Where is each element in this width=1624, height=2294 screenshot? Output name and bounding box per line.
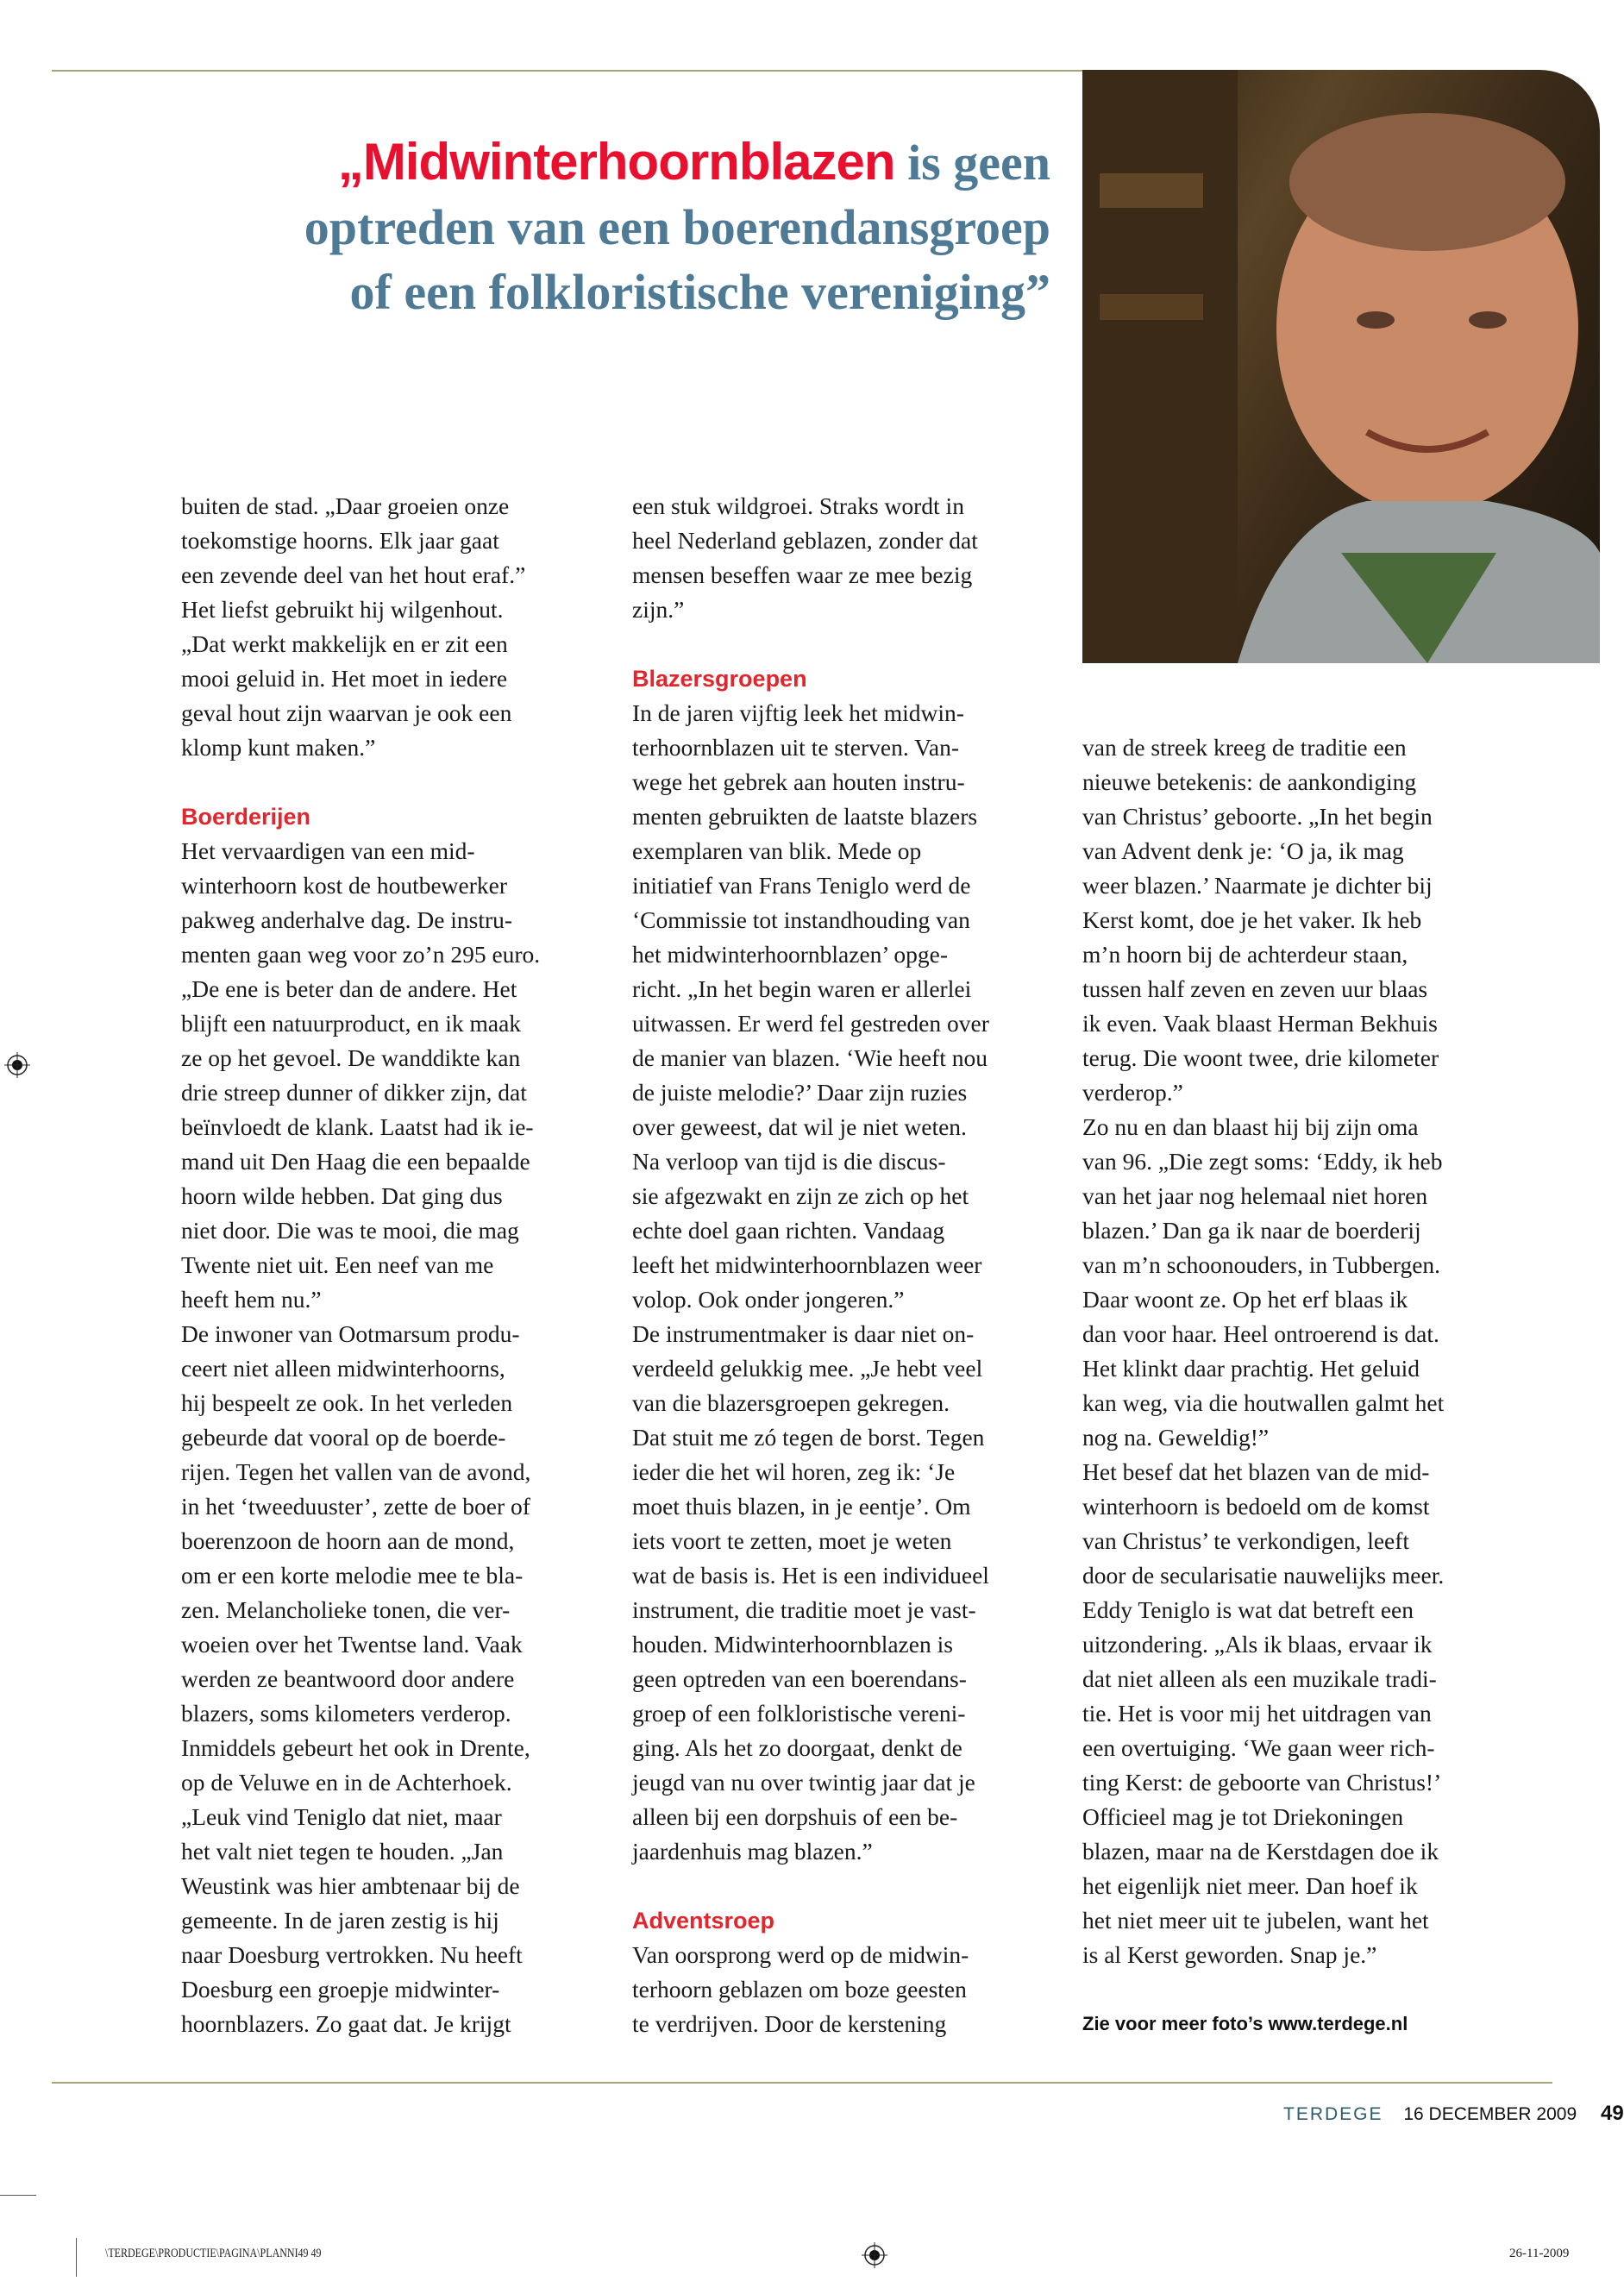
body-text-line: dan voor haar. Heel ontroerend is dat. [1082,1320,1439,1347]
body-text-line: wege het gebrek aan houten instru- [632,768,965,795]
body-text-line: buiten de stad. „Daar groeien onze [181,492,510,519]
body-text-line: initiatief van Frans Teniglo werd de [632,872,971,899]
body-text-line: Weustink was hier ambtenaar bij de [181,1872,520,1899]
body-text-line: tie. Het is voor mij het uitdragen van [1082,1700,1432,1727]
body-text-line: van 96. „Die zegt soms: ‘Eddy, ik heb [1082,1148,1443,1175]
body-text-line: houden. Midwinterhoornblazen is [632,1631,953,1658]
body-text-line: blazers, soms kilometers verderop. [181,1700,511,1727]
body-text-line: nog na. Geweldig!” [1082,1424,1270,1451]
body-text-line: naar Doesburg vertrokken. Nu heeft [181,1941,523,1968]
body-text-line: mensen beseffen waar ze mee bezig [632,561,973,588]
body-text-line: hij bespeelt ze ook. In het verleden [181,1389,513,1416]
paragraph-spacer [632,627,1063,661]
body-text-line: van Christus’ te verkondigen, leeft [1082,1527,1410,1554]
body-text-line: het midwinterhoornblazen’ opge- [632,941,949,968]
body-text-line: Van oorsprong werd op de midwin- [632,1941,969,1968]
registration-mark-icon [4,1052,30,1078]
body-text-line: Officieel mag je tot Driekoningen [1082,1803,1404,1830]
headline-line2: optreden van een boerendansgroep [304,199,1050,255]
body-text-line: volop. Ook onder jongeren.” [632,1286,905,1313]
body-text-line: heeft hem nu.” [181,1286,322,1313]
body-text-line: van het jaar nog helemaal niet horen [1082,1182,1428,1209]
top-rule [52,70,1087,72]
body-text-line: is al Kerst geworden. Snap je.” [1082,1941,1377,1968]
headline-line1: is geen [894,135,1050,191]
body-text-line: niet door. Die was te mooi, die mag [181,1217,519,1244]
body-text-line: verderop.” [1082,1079,1183,1106]
body-text-line: geval hout zijn waarvan je ook een [181,699,512,726]
section-heading: Adventsroep [632,1908,775,1934]
body-text-line: boerenzoon de hoorn aan de mond, [181,1527,515,1554]
body-text-line: m’n hoorn bij de achterdeur staan, [1082,941,1408,968]
body-text-line: op de Veluwe en in de Achterhoek. [181,1769,512,1796]
body-text-line: richt. „In het begin waren er allerlei [632,975,972,1002]
body-text-line: over geweest, dat wil je niet weten. [632,1113,967,1140]
body-text-line: blazen.’ Dan ga ik naar de boerderij [1082,1217,1421,1244]
body-text-line: jeugd van nu over twintig jaar dat je [632,1769,975,1796]
body-text-line: nieuwe betekenis: de aankondiging [1082,768,1417,795]
body-text-line: hoornblazers. Zo gaat dat. Je krijgt [181,2010,511,2037]
paragraph-spacer [181,765,612,799]
body-text-line: van m’n schoonouders, in Tubbergen. [1082,1251,1441,1278]
body-text-line: heel Nederland geblazen, zonder dat [632,527,978,554]
body-text-line: rijen. Tegen het vallen van de avond, [181,1458,531,1485]
body-text-line: moet thuis blazen, in je eentje’. Om [632,1493,971,1520]
body-text-line: terhoorn geblazen om boze geesten [632,1976,967,2003]
body-text-line: „De ene is beter dan de andere. Het [181,975,517,1002]
crop-mark [0,2195,36,2196]
body-text-line: hoorn wilde hebben. Dat ging dus [181,1182,503,1209]
body-text-line: echte doel gaan richten. Vandaag [632,1217,945,1244]
body-text-line: verdeeld gelukkig mee. „Je hebt veel [632,1355,983,1382]
body-text-line: van die blazersgroepen gekregen. [632,1389,950,1416]
body-text-line: geen optreden van een boerendans- [632,1665,967,1692]
article-column-1 [181,489,612,2041]
body-text-line: het eigenlijk niet meer. Dan hoef ik [1082,1872,1418,1899]
body-text-line: winterhoorn kost de houtbewerker [181,872,508,899]
body-text-line: alleen bij een dorpshuis of een be- [632,1803,958,1830]
crop-mark [76,2238,77,2277]
body-text-line: ting Kerst: de geboorte van Christus!’ [1082,1769,1442,1796]
body-text-line: woeien over het Twentse land. Vaak [181,1631,523,1658]
body-text-line: drie streep dunner of dikker zijn, dat [181,1079,527,1106]
body-text-line: ieder die het wil horen, zeg ik: ‘Je [632,1458,956,1485]
body-text-line: Doesburg een groepje midwinter- [181,1976,500,2003]
paragraph-spacer [1082,1972,1514,2007]
body-text-line: sie afgezwakt en zijn ze zich op het [632,1182,969,1209]
body-text-line: mooi geluid in. Het moet in iedere [181,665,508,692]
body-text-line: zijn.” [632,596,685,623]
body-text-line: mand uit Den Haag die een bepaalde [181,1148,530,1175]
body-text-line: menten gebruikten de laatste blazers [632,803,978,830]
portrait-photo [1082,70,1600,663]
bottom-rule [52,2082,1552,2084]
body-text-line: weer blazen.’ Naarmate je dichter bij [1082,872,1433,899]
body-text-line: tussen half zeven en zeven uur blaas [1082,975,1428,1002]
body-text-line: pakweg anderhalve dag. De instru- [181,906,513,933]
body-text-line: Twente niet uit. Een neef van me [181,1251,494,1278]
body-text-line: menten gaan weg voor zo’n 295 euro. [181,941,541,968]
body-text-line: een zevende deel van het hout eraf.” [181,561,526,588]
body-text-line: van Christus’ geboorte. „In het begin [1082,803,1433,830]
body-text-line: ik even. Vaak blaast Herman Bekhuis [1082,1010,1438,1037]
body-text-line: terhoornblazen uit te sterven. Van- [632,734,960,761]
body-text-line: Dat stuit me zó tegen de borst. Tegen [632,1424,985,1451]
body-text-line: de manier van blazen. ‘Wie heeft nou [632,1044,988,1071]
section-heading: Blazersgroepen [632,666,807,692]
magazine-name: TERDEGE [1283,2104,1383,2124]
body-text-line: uitwassen. Er werd fel gestreden over [632,1010,989,1037]
body-text-line: uitzondering. „Als ik blaas, ervaar ik [1082,1631,1433,1658]
headline-red-part: „Midwinterhoornblazen [337,133,895,191]
body-text-line: Zo nu en dan blaast hij bij zijn oma [1082,1113,1419,1140]
body-text-line: zen. Melancholieke tonen, die ver- [181,1596,511,1623]
registration-mark-icon [862,2242,887,2268]
body-text-line: ‘Commissie tot instandhouding van [632,906,970,933]
body-text-line: instrument, die traditie moet je vast- [632,1596,976,1623]
body-text-line: gebeurde dat vooral op de boerde- [181,1424,506,1451]
section-heading: Boerderijen [181,804,311,830]
headline-line3: of een folkloristische vereniging” [349,264,1050,320]
portrait-photo-icon [1082,70,1600,663]
body-text-line: winterhoorn is bedoeld om de komst [1082,1493,1430,1520]
body-text-line: De instrumentmaker is daar niet on- [632,1320,975,1347]
body-text-line: toekomstige hoorns. Elk jaar gaat [181,527,499,554]
body-text-line: in het ‘tweeduuster’, zette de boer of [181,1493,530,1520]
print-slug-path: \TERDEGE\PRODUCTIE\PAGINA\PLANNI49 49 [105,2247,322,2260]
body-text-line: Inmiddels gebeurt het ook in Drente, [181,1734,530,1761]
article-column-2 [632,489,1063,2041]
body-text-line: te verdrijven. Door de kerstening [632,2010,947,2037]
body-text-line: groep of een folkloristische vereni- [632,1700,966,1727]
body-text-line: „Dat werkt makkelijk en er zit een [181,630,508,657]
body-text-line: jaardenhuis mag blazen.” [632,1838,873,1865]
photo-credit-link-text: Zie voor meer foto’s www.terdege.nl [1082,2013,1408,2034]
issue-date: 16 DECEMBER 2009 [1403,2104,1577,2124]
body-text-line: om er een korte melodie mee te bla- [181,1562,524,1589]
body-text-line: beïnvloedt de klank. Laatst had ik ie- [181,1113,534,1140]
page-number: 49 [1600,2102,1624,2125]
body-text-line: terug. Die woont twee, drie kilometer [1082,1044,1439,1071]
body-text-line: blazen, maar na de Kerstdagen doe ik [1082,1838,1439,1865]
body-text-line: een stuk wildgroei. Straks wordt in [632,492,964,519]
body-text-line: kan weg, via die houtwallen galmt het [1082,1389,1445,1416]
body-text-line: wat de basis is. Het is een individueel [632,1562,989,1589]
body-text-line: de juiste melodie?’ Daar zijn ruzies [632,1079,968,1106]
body-text-line: Het vervaardigen van een mid- [181,837,475,864]
body-text-line: een overtuiging. ‘We gaan weer rich- [1082,1734,1435,1761]
body-text-line: ging. Als het zo doorgaat, denkt de [632,1734,962,1761]
print-slug-date: 26-11-2009 [1509,2247,1570,2260]
body-text-line: leeft het midwinterhoornblazen weer [632,1251,982,1278]
body-text-line: Daar woont ze. Op het erf blaas ik [1082,1286,1408,1313]
paragraph-spacer [632,1869,1063,1903]
body-text-line: gemeente. In de jaren zestig is hij [181,1907,499,1934]
article-column-3 [1082,730,1514,2041]
body-text-line: blijft een natuurproduct, en ik maak [181,1010,522,1037]
body-text-line: klomp kunt maken.” [181,734,376,761]
body-text-line: De inwoner van Ootmarsum produ- [181,1320,520,1347]
page-footer [1283,2102,1624,2126]
body-text-line: Het klinkt daar prachtig. Het geluid [1082,1355,1420,1382]
body-text-line: exemplaren van blik. Mede op [632,837,922,864]
body-text-line: „Leuk vind Teniglo dat niet, maar [181,1803,502,1830]
body-text-line: het niet meer uit te jubelen, want het [1082,1907,1429,1934]
body-text-line: werden ze beantwoord door andere [181,1665,515,1692]
body-text-line: het valt niet tegen te houden. „Jan [181,1838,504,1865]
body-text-line: Kerst komt, doe je het vaker. Ik heb [1082,906,1422,933]
body-text-line: In de jaren vijftig leek het midwin- [632,699,964,726]
body-text-line: Eddy Teniglo is wat dat betreft een [1082,1596,1414,1623]
body-text-line: ze op het gevoel. De wanddikte kan [181,1044,521,1071]
body-text-line: van Advent denk je: ‘O ja, ik mag [1082,837,1404,864]
body-text-line: Na verloop van tijd is die discus- [632,1148,946,1175]
pull-quote-headline [304,129,1050,324]
body-text-line: door de secularisatie nauwelijks meer. [1082,1562,1445,1589]
body-text-line: Het liefst gebruikt hij wilgenhout. [181,596,504,623]
body-text-line: ceert niet alleen midwinterhoorns, [181,1355,505,1382]
body-text-line: Het besef dat het blazen van de mid- [1082,1458,1430,1485]
body-text-line: van de streek kreeg de traditie een [1082,734,1407,761]
body-text-line: iets voort te zetten, moet je weten [632,1527,952,1554]
body-text-line: dat niet alleen als een muzikale tradi- [1082,1665,1437,1692]
